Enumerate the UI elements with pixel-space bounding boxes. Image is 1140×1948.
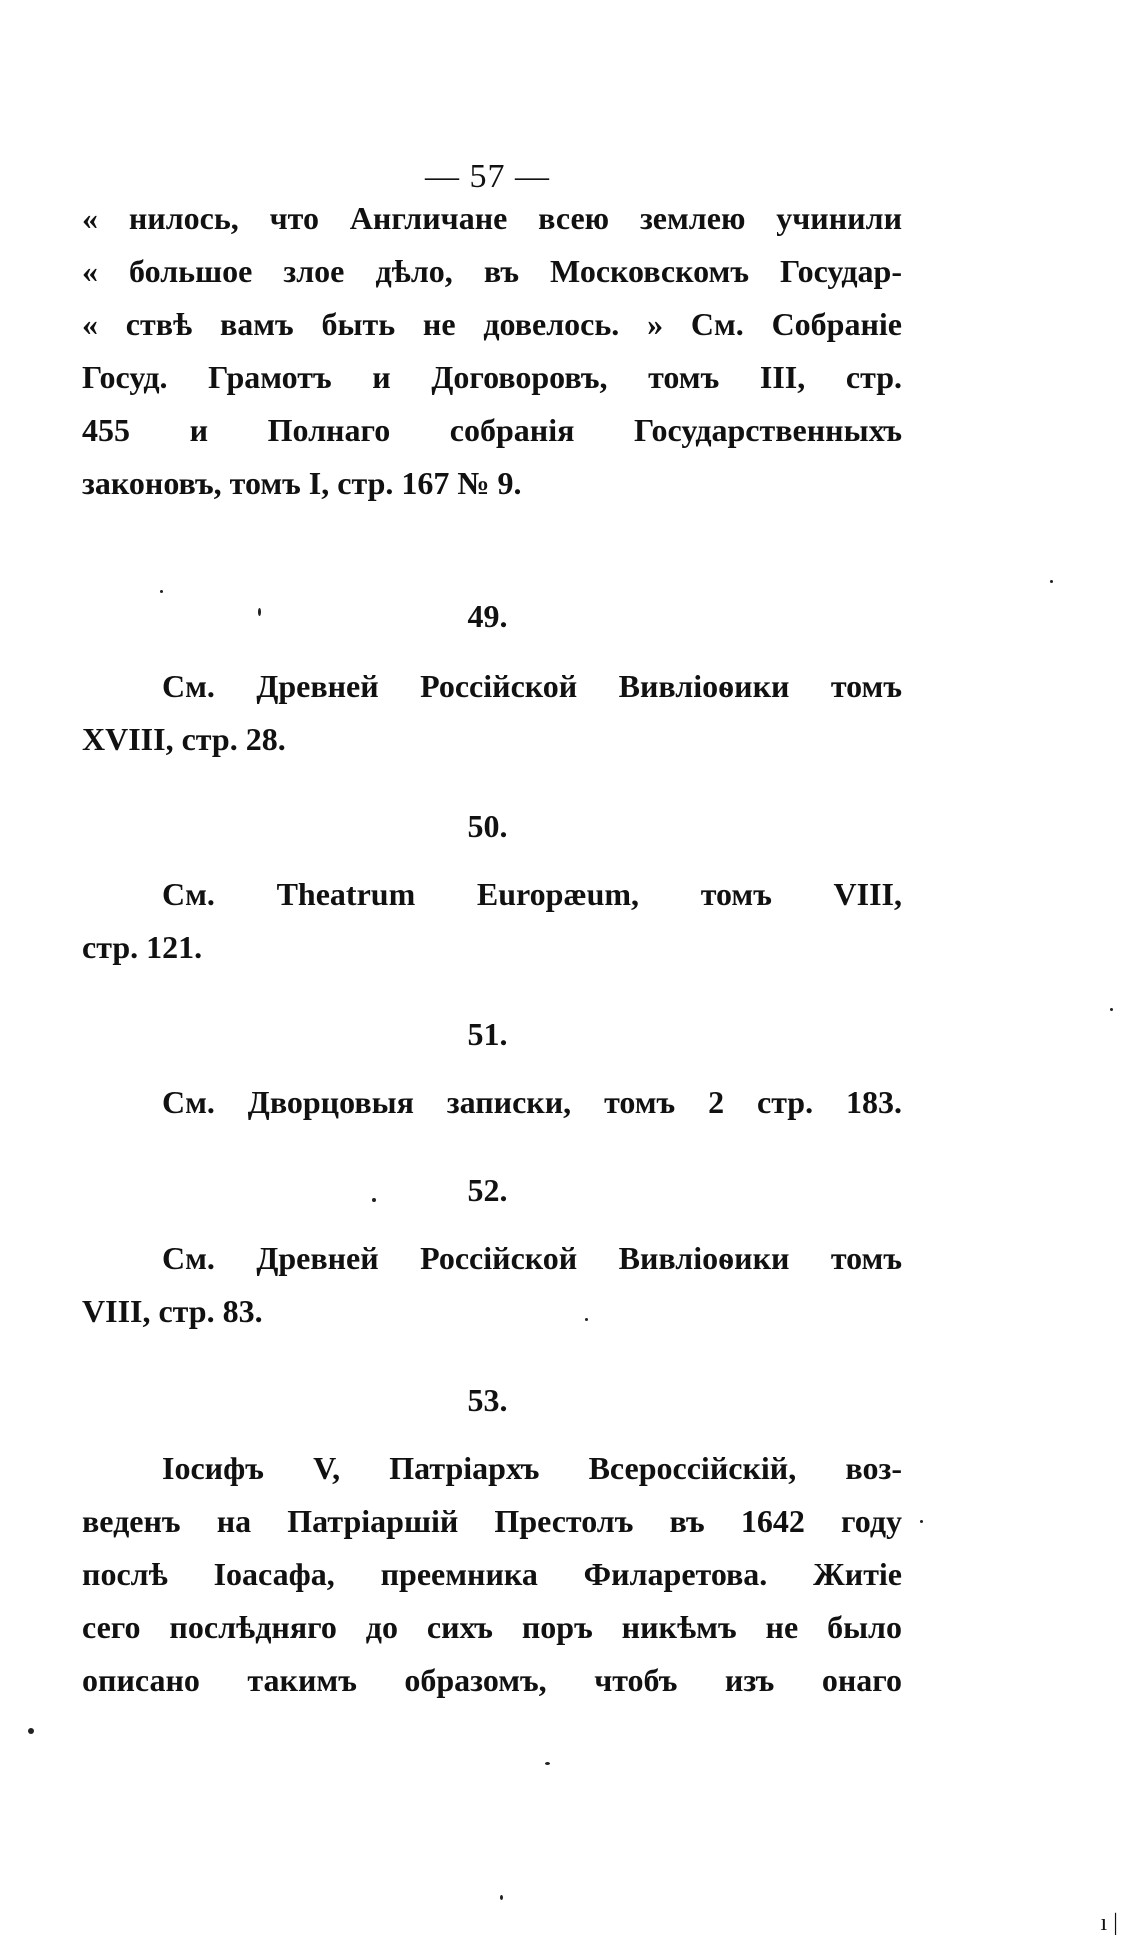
text-line: См. Дворцовыя записки, томъ 2 стр. 183. bbox=[162, 1084, 902, 1120]
scan-speck bbox=[585, 1318, 588, 1321]
continuation-paragraph bbox=[82, 192, 902, 510]
note-number-52: 52. bbox=[467, 1172, 508, 1208]
text-line: См. Древней Россійской Вивліоѳики томъ bbox=[162, 1240, 902, 1276]
note-number-51: 51. bbox=[467, 1016, 508, 1052]
scan-speck bbox=[1110, 1008, 1113, 1011]
note-number-49: 49. bbox=[467, 598, 508, 634]
note-52-text bbox=[82, 1232, 902, 1338]
note-49-text bbox=[82, 660, 902, 766]
text-line: законовъ, томъ I, стр. 167 № 9. bbox=[82, 465, 522, 501]
text-line: « нилось, что Англичане всею землею учинили bbox=[82, 200, 902, 236]
text-line: « ствѣ вамъ быть не довелось. » См. Собраніе bbox=[82, 306, 902, 342]
note-53-text bbox=[82, 1442, 902, 1707]
text-line: « большое злое дѣло, въ Московскомъ Государ- bbox=[82, 253, 902, 289]
scan-speck bbox=[258, 608, 261, 616]
text-line: описано такимъ образомъ, чтобъ изъ онаго bbox=[82, 1662, 902, 1698]
text-line: Іосифъ V, Патріархъ Всероссійскій, воз- bbox=[162, 1450, 902, 1486]
text-line: 455 и Полнаго собранія Государственныхъ bbox=[82, 412, 902, 448]
text-line: См. Theatrum Europæum, томъ VIII, bbox=[162, 876, 902, 912]
scan-speck bbox=[28, 1728, 34, 1734]
note-50-text bbox=[82, 868, 902, 974]
text-line: Госуд. Грамотъ и Договоровъ, томъ III, стр. bbox=[82, 359, 902, 395]
text-line: XVIII, стр. 28. bbox=[82, 721, 286, 757]
text-line: См. Древней Россійской Вивліоѳики томъ bbox=[162, 668, 902, 704]
text-line: стр. 121. bbox=[82, 929, 203, 965]
scan-speck bbox=[160, 590, 163, 593]
note-number-50: 50. bbox=[467, 808, 508, 844]
note-51-text bbox=[82, 1076, 902, 1129]
scan-speck bbox=[920, 1520, 923, 1523]
note-number-53: 53. bbox=[467, 1382, 508, 1418]
scan-speck bbox=[500, 1895, 503, 1900]
text-line: послѣ Іоасафа, преемника Филаретова. Житіе bbox=[82, 1556, 902, 1592]
scan-speck bbox=[1050, 580, 1053, 583]
margin-mark: ı | bbox=[1100, 1910, 1118, 1936]
scan-speck bbox=[545, 1762, 550, 1765]
scan-speck bbox=[372, 1198, 376, 1202]
text-line: веденъ на Патріаршій Престолъ въ 1642 году bbox=[82, 1503, 902, 1539]
text-line: VIII, стр. 83. bbox=[82, 1293, 263, 1329]
text-line: сего послѣдняго до сихъ поръ никѣмъ не было bbox=[82, 1609, 902, 1645]
page-number-header: — 57 — bbox=[425, 158, 550, 195]
